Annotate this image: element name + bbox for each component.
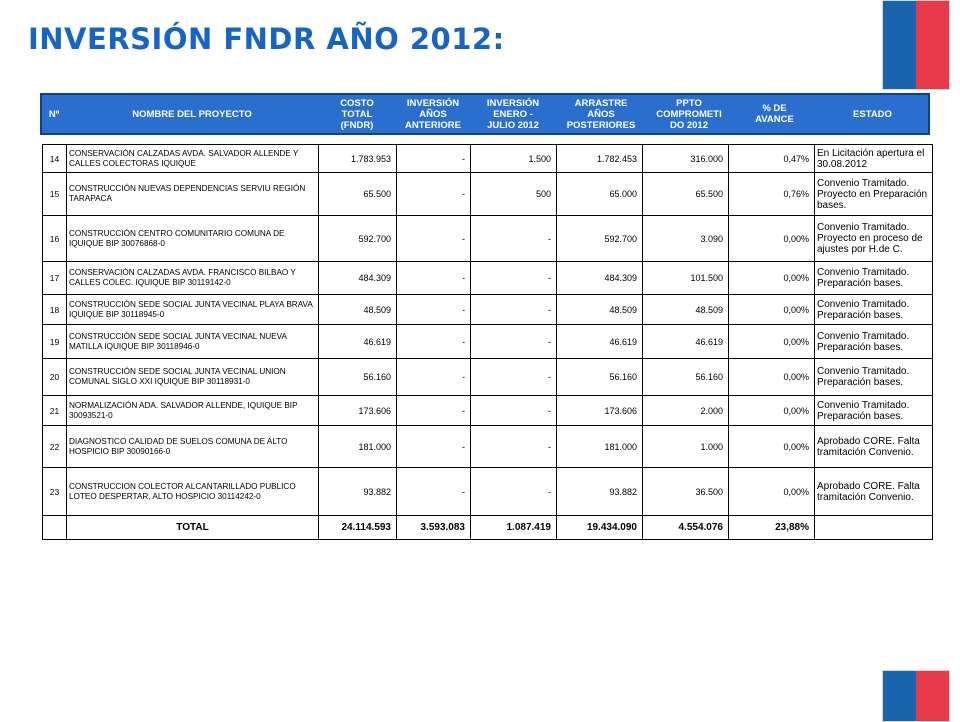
status-text: Convenio Tramitado. Preparación bases.	[815, 359, 933, 396]
row-number: 14	[43, 145, 67, 173]
total-cost: 181.000	[319, 426, 397, 468]
project-name: CONSTRUCCIÓN SEDE SOCIAL JUNTA VECINAL NUEVA MATILLA IQUIQUE BIP 30118946-0	[67, 325, 319, 359]
status-text: Convenio Tramitado. Preparación bases.	[815, 295, 933, 325]
carryover: 1.782.453	[557, 145, 643, 173]
row-number: 21	[43, 396, 67, 426]
previous-investment: -	[397, 295, 471, 325]
project-name: CONSTRUCCIÓN SEDE SOCIAL JUNTA VECINAL UNION COMUNAL SIGLO XXI IQUIQUE BIP 30118931-0	[67, 359, 319, 396]
carryover: 484.309	[557, 262, 643, 295]
budget-committed: 101.500	[643, 262, 729, 295]
status-text: En Licitación apertura el 30.08.2012	[815, 145, 933, 173]
carryover: 46.619	[557, 325, 643, 359]
table-row	[43, 468, 933, 516]
total-cost: 65.500	[319, 173, 397, 216]
total-budget-sum: 4.554.076	[643, 516, 729, 540]
header-cell-number: Nº	[48, 108, 60, 120]
carryover: 173.606	[557, 396, 643, 426]
progress-percent: 0,76%	[729, 173, 815, 216]
row-number: 20	[43, 359, 67, 396]
total-cost: 484.309	[319, 262, 397, 295]
jan-jul-investment: -	[471, 359, 557, 396]
previous-investment: -	[397, 359, 471, 396]
table-row	[43, 173, 933, 216]
table-row	[43, 359, 933, 396]
project-name: CONSERVACIÓN CALZADAS AVDA. SALVADOR ALLENDE Y CALLES COLECTORAS IQUIQUE	[67, 145, 319, 173]
page-title: INVERSIÓN FNDR AÑO 2012:	[28, 22, 505, 56]
total-cost: 173.606	[319, 396, 397, 426]
status-text: Aprobado CORE. Falta tramitación Convenio.	[815, 468, 933, 516]
row-number: 17	[43, 262, 67, 295]
jan-jul-investment: -	[471, 468, 557, 516]
table-row	[43, 426, 933, 468]
jan-jul-investment: -	[471, 262, 557, 295]
project-name: CONSTRUCCION COLECTOR ALCANTARILLADO PUBLICO LOTEO DESPERTAR, ALTO HOSPICIO 30114242-0	[67, 468, 319, 516]
total-cost: 46.619	[319, 325, 397, 359]
progress-percent: 0,47%	[729, 145, 815, 173]
progress-percent: 0,00%	[729, 295, 815, 325]
budget-committed: 36.500	[643, 468, 729, 516]
project-name: CONSTRUCCIÓN CENTRO COMUNITARIO COMUNA DE IQUIQUE BIP 30076868-0	[67, 216, 319, 262]
header-cell-project-name: NOMBRE DEL PROYECTO	[132, 108, 252, 120]
investment-table	[42, 144, 933, 540]
table-row	[43, 325, 933, 359]
header-cell-status: ESTADO	[853, 108, 892, 120]
total-cost-sum: 24.114.593	[319, 516, 397, 540]
total-label: TOTAL	[67, 516, 319, 540]
row-number: 18	[43, 295, 67, 325]
carryover: 48.509	[557, 295, 643, 325]
total-carryover-sum: 19.434.090	[557, 516, 643, 540]
status-text: Convenio Tramitado. Proyecto en Preparación bases.	[815, 173, 933, 216]
total-status-empty	[815, 516, 933, 540]
total-cost: 56.160	[319, 359, 397, 396]
project-name: CONSERVACIÓN CALZADAS AVDA. FRANCISCO BILBAO Y CALLES COLEC. IQUIQUE BIP 30119142-0	[67, 262, 319, 295]
flag-red-stripe	[916, 671, 949, 721]
jan-jul-investment: 500	[471, 173, 557, 216]
header-cell-total-cost: COSTO TOTAL (FNDR)	[340, 97, 374, 131]
status-text: Aprobado CORE. Falta tramitación Convenio.	[815, 426, 933, 468]
total-row	[43, 516, 933, 540]
previous-investment: -	[397, 145, 471, 173]
jan-jul-investment: -	[471, 295, 557, 325]
chile-flag-logo-top	[882, 0, 950, 90]
project-name: DIAGNOSTICO CALIDAD DE SUELOS COMUNA DE ALTO HOSPICIO BIP 30090166-0	[67, 426, 319, 468]
previous-investment: -	[397, 396, 471, 426]
flag-blue-stripe	[883, 671, 916, 721]
table-row	[43, 295, 933, 325]
row-number: 16	[43, 216, 67, 262]
carryover: 65.000	[557, 173, 643, 216]
budget-committed: 316.000	[643, 145, 729, 173]
progress-percent: 0,00%	[729, 216, 815, 262]
row-number: 23	[43, 468, 67, 516]
budget-committed: 2.000	[643, 396, 729, 426]
table-row	[43, 145, 933, 173]
budget-committed: 1.000	[643, 426, 729, 468]
status-text: Convenio Tramitado. Preparación bases.	[815, 325, 933, 359]
table-row	[43, 216, 933, 262]
total-previous-sum: 3.593.083	[397, 516, 471, 540]
total-progress: 23,88%	[729, 516, 815, 540]
project-name: CONSTRUCCIÓN NUEVAS DEPENDENCIAS SERVIU REGIÓN TARAPACA	[67, 173, 319, 216]
table-row	[43, 262, 933, 295]
budget-committed: 46.619	[643, 325, 729, 359]
previous-investment: -	[397, 262, 471, 295]
project-name: CONSTRUCCIÓN SEDE SOCIAL JUNTA VECINAL PLAYA BRAVA IQUIQUE BIP 30118945-0	[67, 295, 319, 325]
progress-percent: 0,00%	[729, 468, 815, 516]
progress-percent: 0,00%	[729, 325, 815, 359]
carryover: 592.700	[557, 216, 643, 262]
total-cost: 1.783.953	[319, 145, 397, 173]
carryover: 93.882	[557, 468, 643, 516]
total-empty-cell	[43, 516, 67, 540]
status-text: Convenio Tramitado. Preparación bases.	[815, 396, 933, 426]
budget-committed: 48.509	[643, 295, 729, 325]
jan-jul-investment: 1.500	[471, 145, 557, 173]
budget-committed: 56.160	[643, 359, 729, 396]
project-name: NORMALIZACIÓN ADA. SALVADOR ALLENDE, IQUIQUE BIP 30093521-0	[67, 396, 319, 426]
total-jan-jul-sum: 1.087.419	[471, 516, 557, 540]
row-number: 22	[43, 426, 67, 468]
header-cell-jan-jul-investment: INVERSIÓN ENERO - JULIO 2012	[486, 97, 540, 131]
table-row	[43, 396, 933, 426]
row-number: 15	[43, 173, 67, 216]
budget-committed: 65.500	[643, 173, 729, 216]
row-number: 19	[43, 325, 67, 359]
status-text: Convenio Tramitado. Preparación bases.	[815, 262, 933, 295]
carryover: 181.000	[557, 426, 643, 468]
header-cell-previous-investment: INVERSIÓN AÑOS ANTERIORE	[405, 97, 461, 131]
budget-committed: 3.090	[643, 216, 729, 262]
progress-percent: 0,00%	[729, 426, 815, 468]
header-cell-budget-committed: PPTO COMPROMETI DO 2012	[656, 97, 722, 131]
total-cost: 93.882	[319, 468, 397, 516]
chile-flag-logo-bottom	[882, 670, 950, 722]
progress-percent: 0,00%	[729, 396, 815, 426]
progress-percent: 0,00%	[729, 262, 815, 295]
carryover: 56.160	[557, 359, 643, 396]
total-cost: 48.509	[319, 295, 397, 325]
previous-investment: -	[397, 325, 471, 359]
flag-red-stripe	[916, 1, 949, 89]
jan-jul-investment: -	[471, 396, 557, 426]
jan-jul-investment: -	[471, 426, 557, 468]
jan-jul-investment: -	[471, 216, 557, 262]
table-header	[40, 93, 930, 135]
previous-investment: -	[397, 173, 471, 216]
header-cell-carryover: ARRASTRE AÑOS POSTERIORES	[566, 97, 636, 131]
previous-investment: -	[397, 426, 471, 468]
header-cell-progress: % DE AVANCE	[755, 103, 794, 125]
jan-jul-investment: -	[471, 325, 557, 359]
status-text: Convenio Tramitado. Proyecto en proceso de ajustes por H.de C.	[815, 216, 933, 262]
total-cost: 592.700	[319, 216, 397, 262]
progress-percent: 0,00%	[729, 359, 815, 396]
previous-investment: -	[397, 468, 471, 516]
previous-investment: -	[397, 216, 471, 262]
flag-blue-stripe	[883, 1, 916, 89]
